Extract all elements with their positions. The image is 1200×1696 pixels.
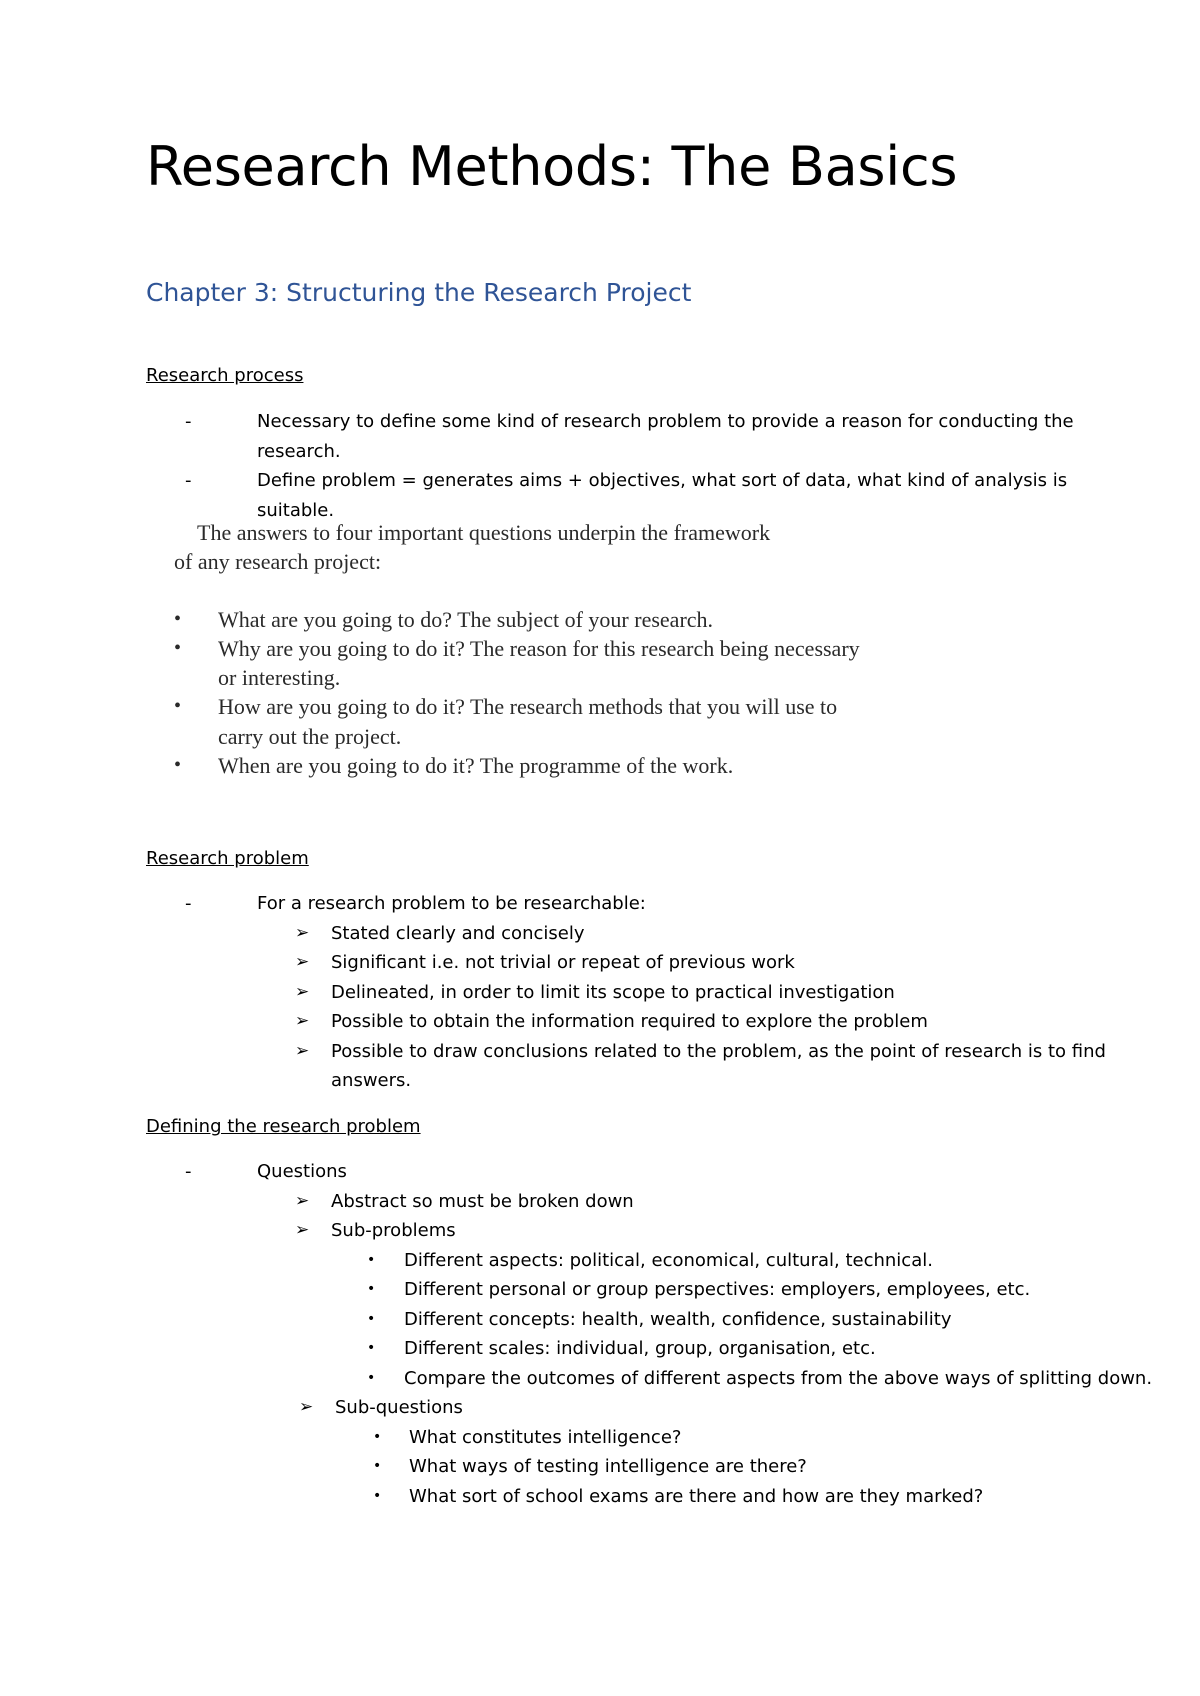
list-item: - Necessary to define some kind of research problem to provide a reason for conducting the research. xyxy=(185,407,1097,466)
arrow-bullet-icon: ➢ xyxy=(295,981,310,1002)
bullet-marker: • xyxy=(367,1281,376,1297)
sub-sub-list-item: • What ways of testing intelligence are there? xyxy=(185,1452,1154,1482)
research-problem-list xyxy=(185,889,1111,1096)
bullet-marker: • xyxy=(174,754,182,777)
arrow-bullet-icon: ➢ xyxy=(295,922,310,943)
arrow-bullet-icon: ➢ xyxy=(299,1397,314,1417)
sub-sub-list-item: • What constitutes intelligence? xyxy=(185,1423,1154,1453)
defining-problem-heading: Defining the research problem xyxy=(146,1116,421,1137)
sub-sub-list-item: • Compare the outcomes of different aspects from the above ways of splitting down. xyxy=(185,1364,1154,1394)
chapter-heading: Chapter 3: Structuring the Research Project xyxy=(146,278,692,307)
bullet-marker: • xyxy=(174,695,182,718)
excerpt-intro-line: The answers to four important questions underpin the framework xyxy=(197,520,771,545)
dash-marker: - xyxy=(185,893,192,914)
sub-list-item: ➢ Possible to obtain the information required to explore the problem xyxy=(185,1007,1111,1037)
sub-sub-list-item: • What sort of school exams are there and how are they marked? xyxy=(185,1482,1154,1512)
bullet-marker: • xyxy=(367,1369,376,1386)
sub-list-item: ➢ Possible to draw conclusions related to the problem, as the point of research is to find answers. xyxy=(185,1037,1111,1096)
excerpt-bullet-item: • When are you going to do it? The programme of the work. xyxy=(170,751,890,780)
dash-marker: - xyxy=(185,411,192,432)
arrow-bullet-icon: ➢ xyxy=(295,1040,310,1061)
excerpt-bullet-item: • Why are you going to do it? The reason for this research being necessary or interesting. xyxy=(174,635,860,691)
arrow-bullet-icon: ➢ xyxy=(295,1011,310,1031)
document-title: Research Methods: The Basics xyxy=(146,135,958,198)
bullet-marker: • xyxy=(367,1310,376,1327)
bullet-marker: • xyxy=(373,1487,382,1504)
sub-list-item: ➢ Delineated, in order to limit its scope to practical investigation xyxy=(185,978,1111,1008)
dash-marker: - xyxy=(185,470,192,491)
bullet-marker: • xyxy=(174,607,182,630)
bullet-marker: • xyxy=(367,1340,376,1356)
sub-list-item: ➢ Abstract so must be broken down xyxy=(185,1187,1154,1217)
bullet-marker: • xyxy=(373,1428,382,1445)
excerpt-bullet-item: • What are you going to do? The subject of your research. xyxy=(170,605,890,634)
sub-list-item: ➢ Sub-questions xyxy=(185,1393,1154,1423)
sub-list-item: ➢ Stated clearly and concisely xyxy=(185,919,1111,949)
arrow-bullet-icon: ➢ xyxy=(295,1190,310,1211)
arrow-bullet-icon: ➢ xyxy=(295,952,310,972)
bullet-marker: • xyxy=(367,1251,376,1268)
sub-sub-list-item: • Different aspects: political, economical, cultural, technical. xyxy=(185,1246,1154,1276)
excerpt-intro-line: of any research project: xyxy=(174,549,382,575)
sub-sub-list-item: • Different personal or group perspectives: employers, employees, etc. xyxy=(185,1275,1154,1305)
research-process-list xyxy=(185,407,1097,525)
dash-marker: - xyxy=(185,1161,192,1182)
research-problem-heading: Research problem xyxy=(146,848,309,869)
list-item: - Define problem = generates aims + objectives, what sort of data, what kind of analysis is suitable. xyxy=(185,466,1097,525)
research-process-heading: Research process xyxy=(146,365,304,386)
bullet-marker: • xyxy=(373,1458,382,1474)
book-excerpt xyxy=(170,518,890,780)
list-item: - For a research problem to be researchable: xyxy=(185,889,1111,919)
list-item: - Questions xyxy=(185,1157,1154,1187)
arrow-bullet-icon: ➢ xyxy=(295,1220,310,1240)
sub-sub-list-item: • Different concepts: health, wealth, confidence, sustainability xyxy=(185,1305,1154,1335)
defining-problem-list xyxy=(185,1157,1154,1511)
sub-list-item: ➢ Sub-problems xyxy=(185,1216,1154,1246)
bullet-marker: • xyxy=(174,636,182,659)
sub-list-item: ➢ Significant i.e. not trivial or repeat of previous work xyxy=(185,948,1111,978)
sub-sub-list-item: • Different scales: individual, group, organisation, etc. xyxy=(185,1334,1154,1364)
excerpt-bullet-item: • How are you going to do it? The research methods that you will use to carry out the project. xyxy=(174,694,838,749)
